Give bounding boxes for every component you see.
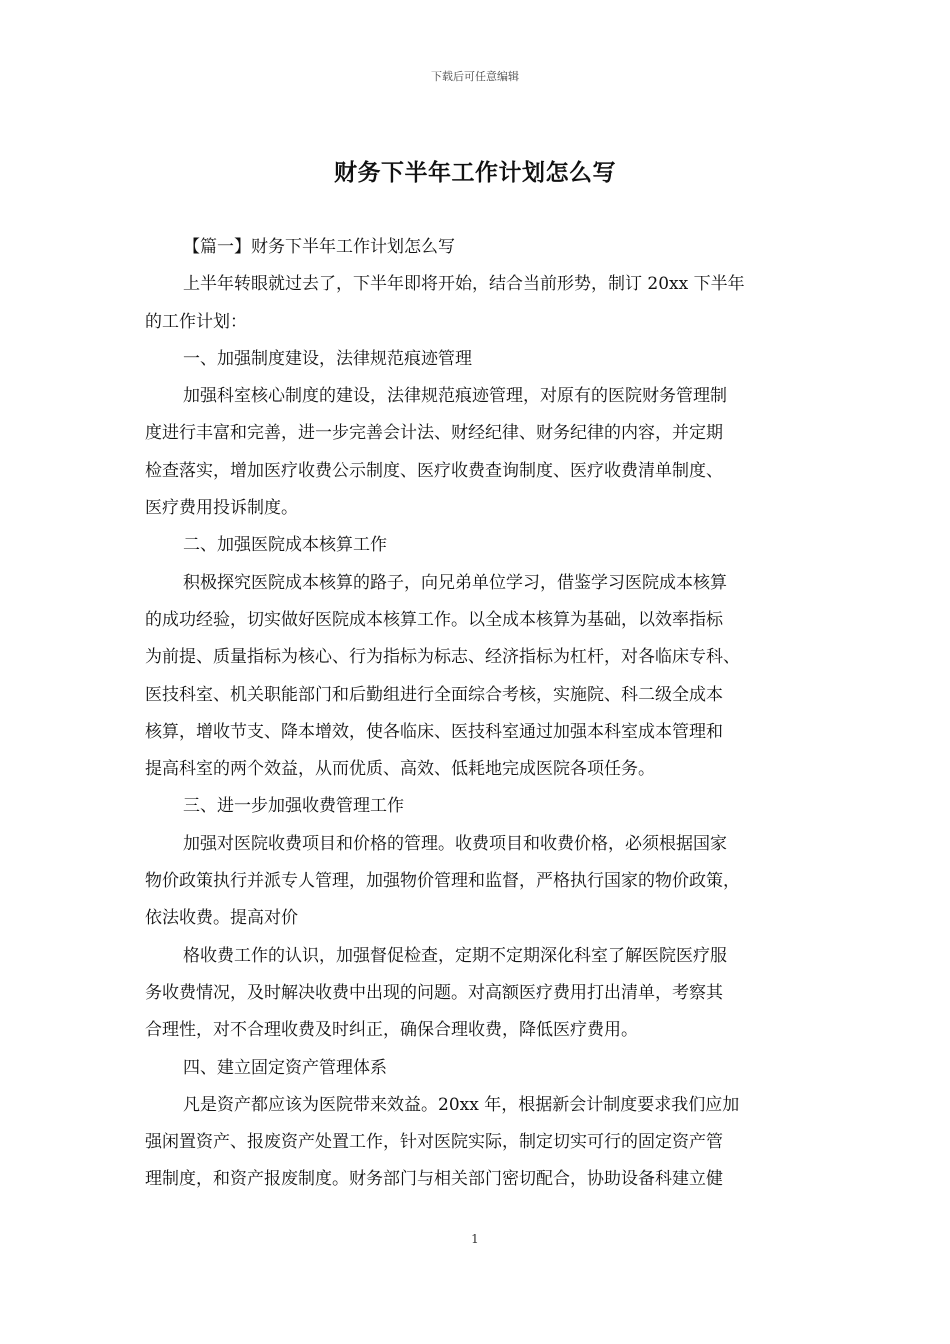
text-line: 务收费情况，及时解决收费中出现的问题。对高额医疗费用打出清单，考察其 <box>145 982 723 1003</box>
text-line: 理制度，和资产报废制度。财务部门与相关部门密切配合，协助设备科建立健 <box>145 1169 723 1190</box>
text-line: 凡是资产都应该为医院带来效益。20xx 年，根据新会计制度要求我们应加 <box>183 1094 740 1115</box>
text-line: 提高科室的两个效益，从而优质、高效、低耗地完成医院各项任务。 <box>145 759 655 780</box>
text-line: 为前提、质量指标为核心、行为指标为标志、经济指标为杠杆，对各临床专科、 <box>145 647 740 668</box>
document-title: 财务下半年工作计划怎么写 <box>334 159 616 186</box>
text-line: 【篇一】财务下半年工作计划怎么写 <box>183 237 455 257</box>
text-line: 三、进一步加强收费管理工作 <box>183 796 404 817</box>
text-line: 核算，增收节支、降本增效，使各临床、医技科室通过加强本科室成本管理和 <box>145 721 723 742</box>
text-line: 依法收费。提高对价 <box>145 908 298 929</box>
text-line: 医技科室、机关职能部门和后勤组进行全面综合考核，实施院、科二级全成本 <box>145 684 723 705</box>
text-line: 的成功经验，切实做好医院成本核算工作。以全成本核算为基础，以效率指标 <box>145 609 723 630</box>
text-line: 合理性，对不合理收费及时纠正，确保合理收费，降低医疗费用。 <box>145 1020 638 1041</box>
text-line: 检查落实，增加医疗收费公示制度、医疗收费查询制度、医疗收费清单制度、 <box>145 460 723 481</box>
text-line: 积极探究医院成本核算的路子，向兄弟单位学习，借鉴学习医院成本核算 <box>183 572 727 593</box>
header-note: 下载后可任意编辑 <box>431 70 519 83</box>
text-line: 物价政策执行并派专人管理，加强物价管理和监督，严格执行国家的物价政策， <box>145 871 740 892</box>
text-line: 加强对医院收费项目和价格的管理。收费项目和收费价格，必须根据国家 <box>183 833 727 854</box>
page-number: 1 <box>471 1232 479 1246</box>
document-body <box>145 229 810 1199</box>
text-line: 一、加强制度建设，法律规范痕迹管理 <box>183 348 472 369</box>
text-line: 医疗费用投诉制度。 <box>145 498 298 519</box>
text-line: 四、建立固定资产管理体系 <box>183 1057 387 1078</box>
text-line: 的工作计划： <box>145 311 247 332</box>
text-line: 二、加强医院成本核算工作 <box>183 535 387 556</box>
text-line: 格收费工作的认识，加强督促检查，定期不定期深化科室了解医院医疗服 <box>183 945 727 966</box>
text-line: 度进行丰富和完善，进一步完善会计法、财经纪律、财务纪律的内容，并定期 <box>145 423 723 444</box>
text-line: 强闲置资产、报废资产处置工作，针对医院实际，制定切实可行的固定资产管 <box>145 1132 723 1153</box>
text-line: 上半年转眼就过去了，下半年即将开始，结合当前形势，制订 20xx 下半年 <box>183 274 745 295</box>
text-line: 加强科室核心制度的建设，法律规范痕迹管理，对原有的医院财务管理制 <box>183 386 727 407</box>
